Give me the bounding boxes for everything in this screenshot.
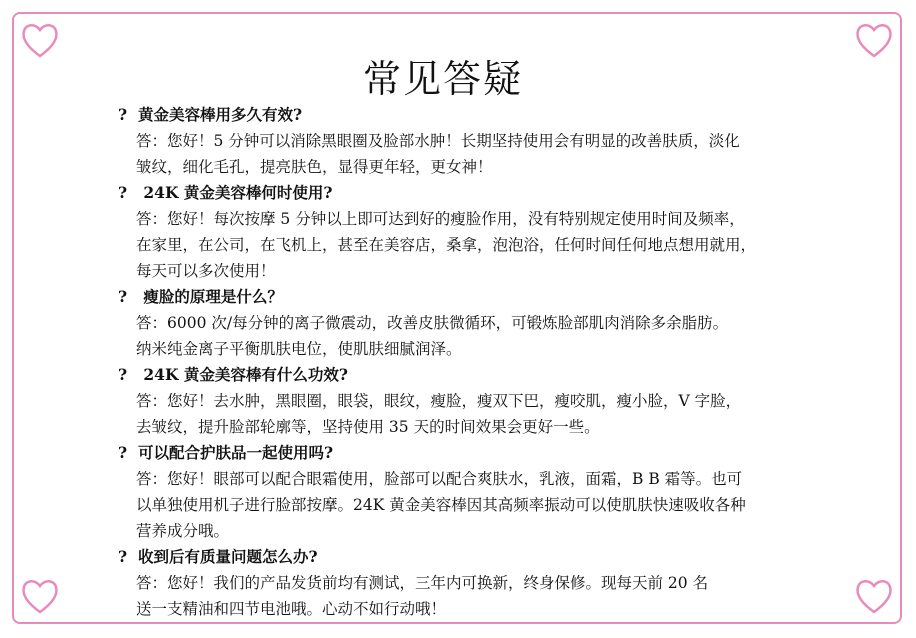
faq-question-text: 黄金美容棒用多久有效? <box>138 105 303 124</box>
faq-answer-1 <box>118 128 838 180</box>
faq-answer-line: 营养成分哦。 <box>136 522 230 540</box>
faq-question-3 <box>118 284 838 310</box>
faq-answer-4 <box>118 388 838 440</box>
faq-answer-line: 去皱纹，提升脸部轮廓等，坚持使用 35 天的时间效果会更好一些。 <box>136 418 600 436</box>
faq-question-text: 瘦脸的原理是什么？ <box>138 287 283 306</box>
faq-question-text: 24K 黄金美容棒有什么功效? <box>138 365 348 384</box>
faq-question-text: 24K 黄金美容棒何时使用? <box>138 183 333 202</box>
page-border-frame <box>12 12 902 624</box>
faq-answer-line: 每天可以多次使用！ <box>136 262 276 280</box>
question-mark-icon: ? <box>118 287 128 306</box>
faq-answer-line: 答：6000 次/每分钟的离子微震动，改善皮肤微循环，可锻炼脸部肌肉消除多余脂肪。 <box>136 314 729 332</box>
faq-answer-line: 纳米纯金离子平衡肌肤电位，使肌肤细腻润泽。 <box>136 340 462 358</box>
question-mark-icon: ? <box>118 105 128 124</box>
question-mark-icon: ? <box>118 365 128 384</box>
question-mark-icon: ? <box>118 183 128 202</box>
faq-list <box>118 102 838 622</box>
faq-answer-line: 答：您好！去水肿，黑眼圈，眼袋，眼纹，瘦脸，瘦双下巴，瘦咬肌，瘦小脸，V 字脸， <box>136 392 742 410</box>
question-mark-icon: ? <box>118 547 128 566</box>
faq-answer-6 <box>118 570 838 622</box>
faq-answer-5 <box>118 466 838 544</box>
faq-question-4 <box>118 362 838 388</box>
faq-answer-3 <box>118 310 838 362</box>
faq-question-6 <box>118 544 838 570</box>
faq-question-text: 收到后有质量问题怎么办? <box>138 547 318 566</box>
faq-answer-line: 答：您好！5 分钟可以消除黑眼圈及脸部水肿！长期坚持使用会有明显的改善肤质，淡化 <box>136 132 740 150</box>
faq-question-5 <box>118 440 838 466</box>
faq-answer-line: 皱纹，细化毛孔，提亮肤色，显得更年轻，更女神！ <box>136 158 493 176</box>
faq-answer-line: 答：您好！每次按摩 5 分钟以上即可达到好的瘦脸作用，没有特别规定使用时间及频率， <box>136 210 745 228</box>
faq-question-1 <box>118 102 838 128</box>
page-title: 常见答疑 <box>362 57 523 101</box>
faq-answer-line: 答：您好！眼部可以配合眼霜使用，脸部可以配合爽肤水，乳液，面霜，B B 霜等。也可 <box>136 470 743 488</box>
faq-question-2 <box>118 180 838 206</box>
faq-answer-line: 以单独使用机子进行脸部按摩。24K 黄金美容棒因其高频率振动可以使肌肤快速吸收各种 <box>136 496 746 514</box>
faq-answer-2 <box>118 206 838 284</box>
faq-question-text: 可以配合护肤品一起使用吗? <box>138 443 334 462</box>
faq-answer-line: 送一支精油和四节电池哦。心动不如行动哦！ <box>136 600 447 618</box>
heart-corner-bottom-right-icon <box>852 574 896 618</box>
question-mark-icon: ? <box>118 443 128 462</box>
faq-answer-line: 答：您好！我们的产品发货前均有测试，三年内可换新，终身保修。现每天前 20 名 <box>136 574 709 592</box>
heart-corner-bottom-left-icon <box>18 574 62 618</box>
faq-answer-line: 在家里，在公司，在飞机上，甚至在美容店，桑拿，泡泡浴，任何时间任何地点想用就用， <box>136 236 757 254</box>
